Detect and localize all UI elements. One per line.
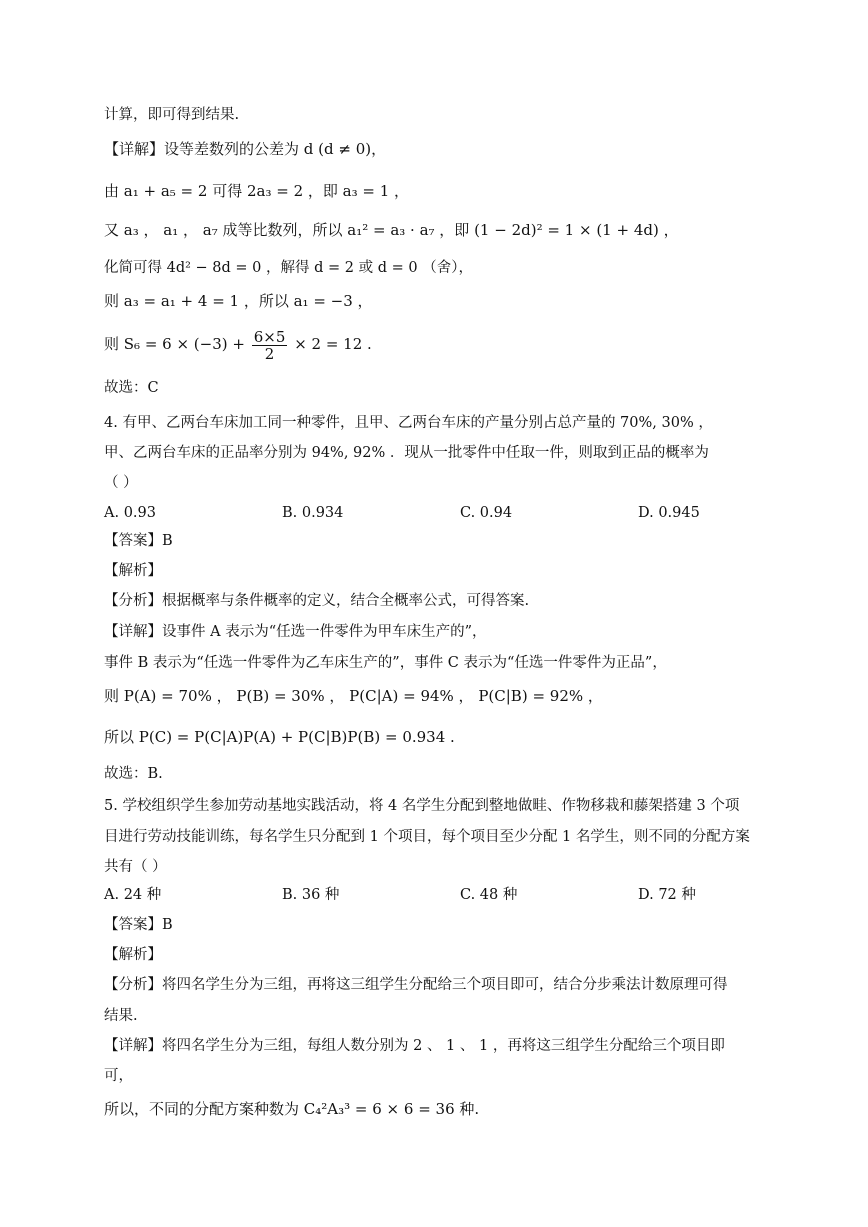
text-line: 【分析】根据概率与条件概率的定义，结合全概率公式，可得答案.: [104, 593, 530, 609]
answer-blank: （ ）: [104, 475, 138, 491]
text-line: 【详解】将四名学生分为三组，每组人数分别为 2 、 1 、 1 ，再将这三组学生分配给三个项目即: [104, 1038, 725, 1054]
text-line: 计算，即可得到结果.: [104, 107, 240, 123]
fraction: [252, 329, 288, 362]
text-line: 可，: [104, 1068, 133, 1084]
text-line: 故选：C: [104, 380, 159, 396]
text-line: 结果.: [104, 1008, 138, 1024]
text-line: 【分析】将四名学生分为三组，再将这三组学生分配给三个项目即可，结合分步乘法计数原理可得: [104, 977, 728, 993]
q5-option-b: B. 36 种: [282, 887, 340, 903]
q4-option-b: B. 0.934: [282, 505, 344, 521]
equation-line: [104, 327, 372, 362]
text-line: 所以，不同的分配方案种数为 C₄²A₃³ = 6 × 6 = 36 种.: [104, 1100, 480, 1118]
fraction-numerator: 6×5: [253, 327, 286, 346]
q4-option-d: D. 0.945: [638, 505, 700, 521]
question-5-text: 目进行劳动技能训练，每名学生只分配到 1 个项目，每个项目至少分配 1 名学生，则不同的分配方案: [104, 829, 750, 845]
text-line: 化简可得 4d² − 8d = 0 ，解得 d = 2 或 d = 0 （舍），: [104, 260, 473, 276]
text-line: 则 P(A) = 70% ， P(B) = 30% ， P(C|A) = 94% ， P(C|B) = 92% ，: [104, 687, 603, 705]
text-line: 【详解】设等差数列的公差为 d (d ≠ 0)，: [104, 140, 387, 158]
fraction-denominator: 2: [264, 344, 275, 363]
question-5-text: 共有（ ）: [104, 859, 167, 875]
q5-option-d: D. 72 种: [638, 887, 696, 903]
answer-label: 【答案】B: [104, 533, 173, 549]
q4-option-c: C. 0.94: [460, 505, 513, 521]
text-line: 故选：B.: [104, 766, 163, 782]
q4-option-a: A. 0.93: [104, 505, 156, 521]
question-4-text: 甲、乙两台车床的正品率分别为 94%, 92% ．现从一批零件中任取一件，则取到正品的概率为: [104, 445, 709, 461]
text-line: 由 a₁ + a₅ = 2 可得 2a₃ = 2 ，即 a₃ = 1 ，: [104, 182, 410, 200]
equation-part: 则 S₆ = 6 × (−3) +: [104, 335, 245, 353]
text-line: 又 a₃ ， a₁ ， a₇ 成等比数列，所以 a₁² = a₃ · a₇ ，即 (1 − 2d)² = 1 × (1 + 4d) ，: [104, 221, 679, 239]
question-5-text: 5. 学校组织学生参加劳动基地实践活动，将 4 名学生分配到整地做畦、作物移栽和藤架搭建 3 个项: [104, 798, 740, 814]
text-line: 【详解】设事件 A 表示为“任选一件零件为甲车床生产的”，: [104, 624, 487, 640]
text-line: 则 a₃ = a₁ + 4 = 1 ，所以 a₁ = −3 ，: [104, 292, 373, 310]
q5-option-c: C. 48 种: [460, 887, 518, 903]
analysis-label: 【解析】: [104, 563, 162, 579]
equation-part: × 2 = 12 .: [294, 335, 372, 353]
text-line: 事件 B 表示为“任选一件零件为乙车床生产的”，事件 C 表示为“任选一件零件为正品”，: [104, 655, 667, 671]
text-line: 所以 P(C) = P(C|A)P(A) + P(C|B)P(B) = 0.934 .: [104, 728, 455, 746]
q5-option-a: A. 24 种: [104, 887, 162, 903]
answer-label: 【答案】B: [104, 917, 173, 933]
question-4-text: 4. 有甲、乙两台车床加工同一种零件，且甲、乙两台车床的产量分别占总产量的 70%, 30% ，: [104, 415, 713, 431]
analysis-label: 【解析】: [104, 947, 162, 963]
